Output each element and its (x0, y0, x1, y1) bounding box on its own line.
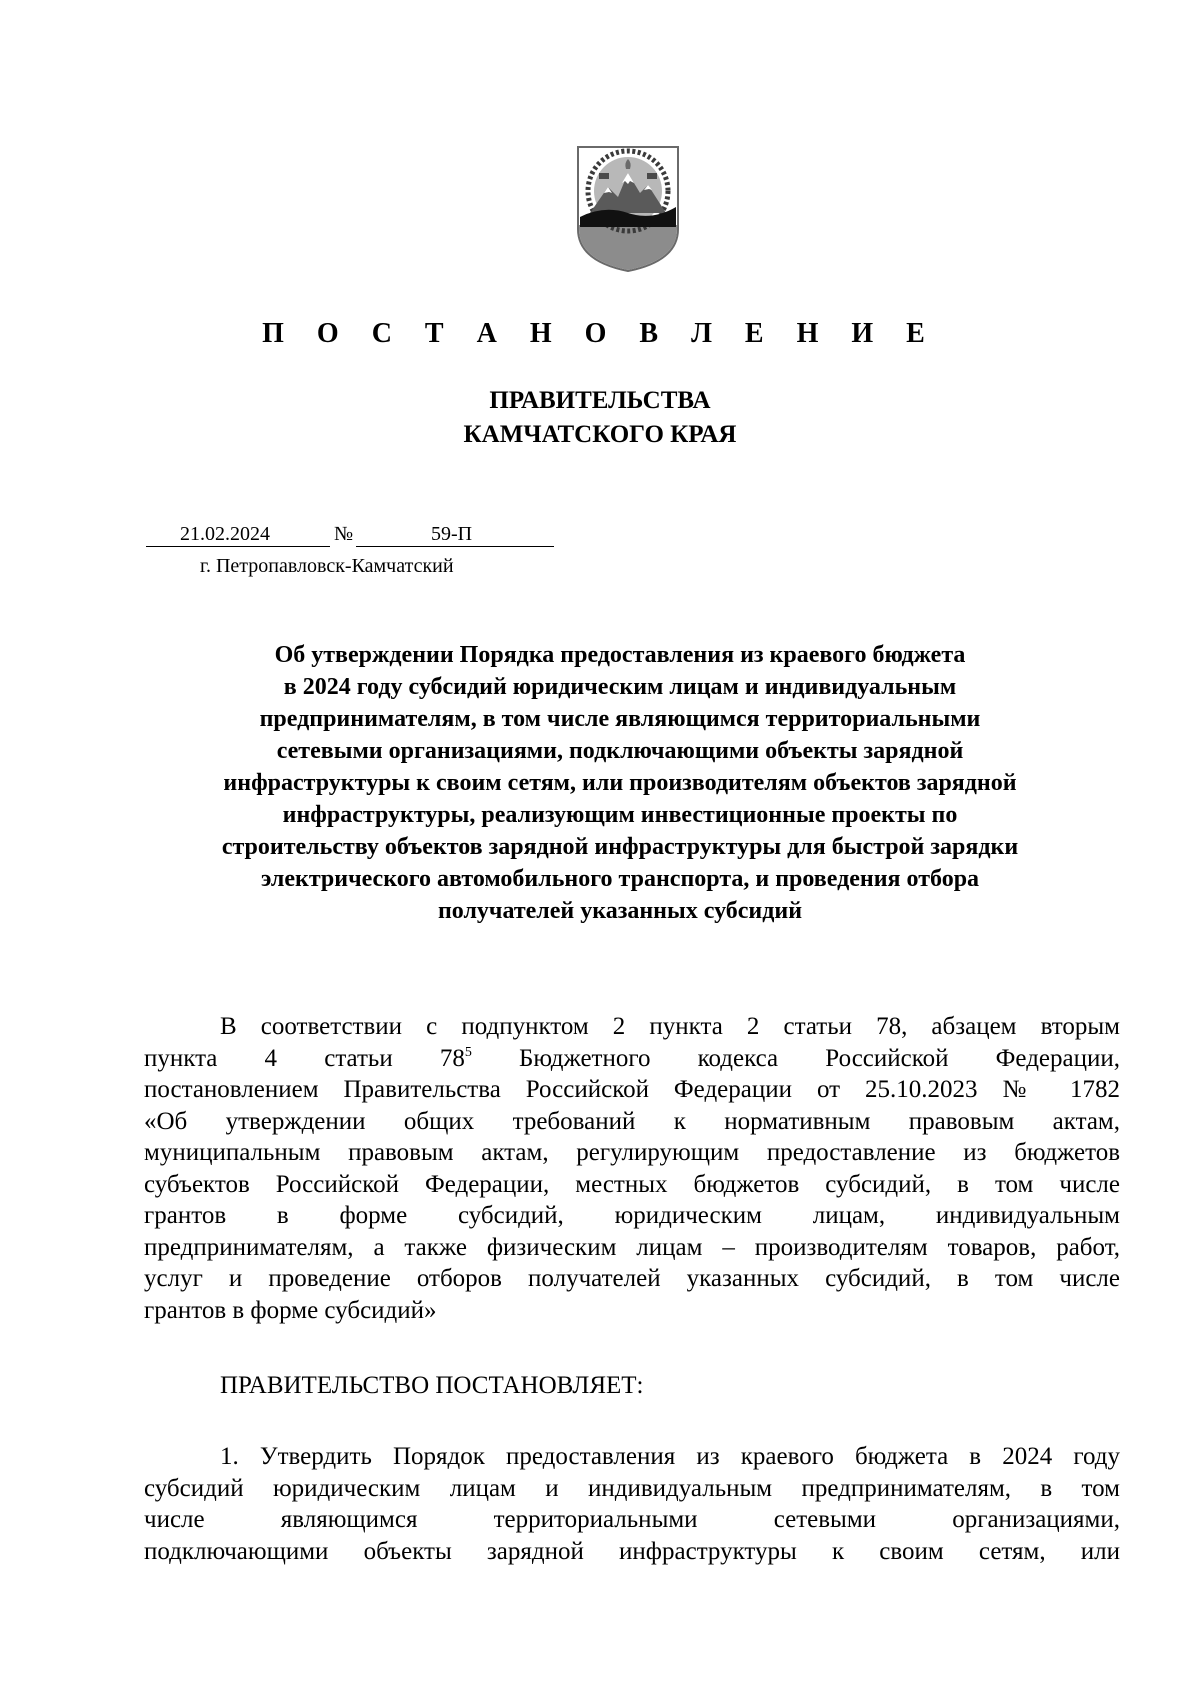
superscript: 5 (464, 1044, 472, 1060)
title-line: в 2024 году субсидий юридическим лицам и индивидуальным (283, 674, 957, 700)
title-line: сетевыми организациями, подключающими объекты зарядной (276, 738, 964, 764)
date-number-line (146, 521, 554, 547)
issuer-line-1: ПРАВИТЕЛЬСТВА (489, 387, 711, 414)
line-text: Бюджетного кодекса Российской Федерации, (471, 1044, 1120, 1072)
paragraph-line: услуг и проведение отборов получателей указанных субсидий, в том числе (144, 1265, 1120, 1292)
paragraph-line: 1. Утвердить Порядок предоставления из краевого бюджета в 2024 году (220, 1443, 1120, 1470)
document-type-heading: П О С Т А Н О В Л Е Н И Е (262, 318, 938, 349)
number-underline (356, 546, 554, 547)
number-sign: № (334, 523, 354, 545)
paragraph-line (144, 1043, 1120, 1075)
paragraph-line: постановлением Правительства Российской Федерации от 25.10.2023 № 1782 (144, 1076, 1120, 1103)
document-title (140, 639, 1100, 927)
title-line: строительству объектов зарядной инфраструктуры для быстрой зарядки (221, 834, 1019, 860)
document-date: 21.02.2024 (180, 523, 270, 545)
paragraph-line: «Об утверждении общих требований к нормативным правовым актам, (144, 1107, 1120, 1135)
paragraph-line: предпринимателям, а также физическим лицам – производителям товаров, работ, (144, 1233, 1120, 1261)
preamble-paragraph (144, 1011, 1120, 1326)
title-line: инфраструктуры к своим сетям, или производителям объектов зарядной (223, 770, 1017, 796)
decree-phrase: ПРАВИТЕЛЬСТВО ПОСТАНОВЛЯЕТ: (220, 1372, 644, 1399)
paragraph-line: В соответствии с подпунктом 2 пункта 2 статьи 78, абзацем вторым (220, 1013, 1120, 1040)
paragraph-line: подключающими объекты зарядной инфраструктуры к своим сетям, или (144, 1537, 1120, 1565)
city-of-issue: г. Петропавловск-Камчатский (200, 555, 454, 577)
issuer-heading (0, 384, 1200, 452)
paragraph-line: субъектов Российской Федерации, местных бюджетов субсидий, в том числе (144, 1170, 1120, 1198)
paragraph-line: грантов в форме субсидий, юридическим лицам, индивидуальным (144, 1202, 1120, 1229)
title-line: получателей указанных субсидий (437, 898, 803, 924)
item-1-paragraph (144, 1441, 1120, 1567)
document-number: 59-П (431, 523, 473, 545)
line-text: пункта 4 статьи 78 (144, 1044, 465, 1072)
paragraph-line: грантов в форме субсидий» (144, 1296, 437, 1324)
title-line: инфраструктуры, реализующим инвестиционные проекты по (282, 802, 958, 828)
paragraph-line: субсидий юридическим лицам и индивидуальным предпринимателям, в том (144, 1474, 1120, 1502)
coat-of-arms-icon (574, 143, 682, 273)
title-line: электрического автомобильного транспорта, и проведения отбора (260, 866, 980, 892)
coat-of-arms-emblem (574, 143, 682, 273)
paragraph-line: муниципальным правовым актам, регулирующим предоставление из бюджетов (144, 1139, 1120, 1166)
title-line: предпринимателям, в том числе являющимся территориальными (259, 706, 981, 732)
title-line: Об утверждении Порядка предоставления из краевого бюджета (274, 642, 966, 668)
date-underline (146, 546, 330, 547)
issuer-line-2: КАМЧАТСКОГО КРАЯ (463, 421, 737, 448)
paragraph-line: числе являющимся территориальными сетевыми организациями, (144, 1506, 1120, 1533)
